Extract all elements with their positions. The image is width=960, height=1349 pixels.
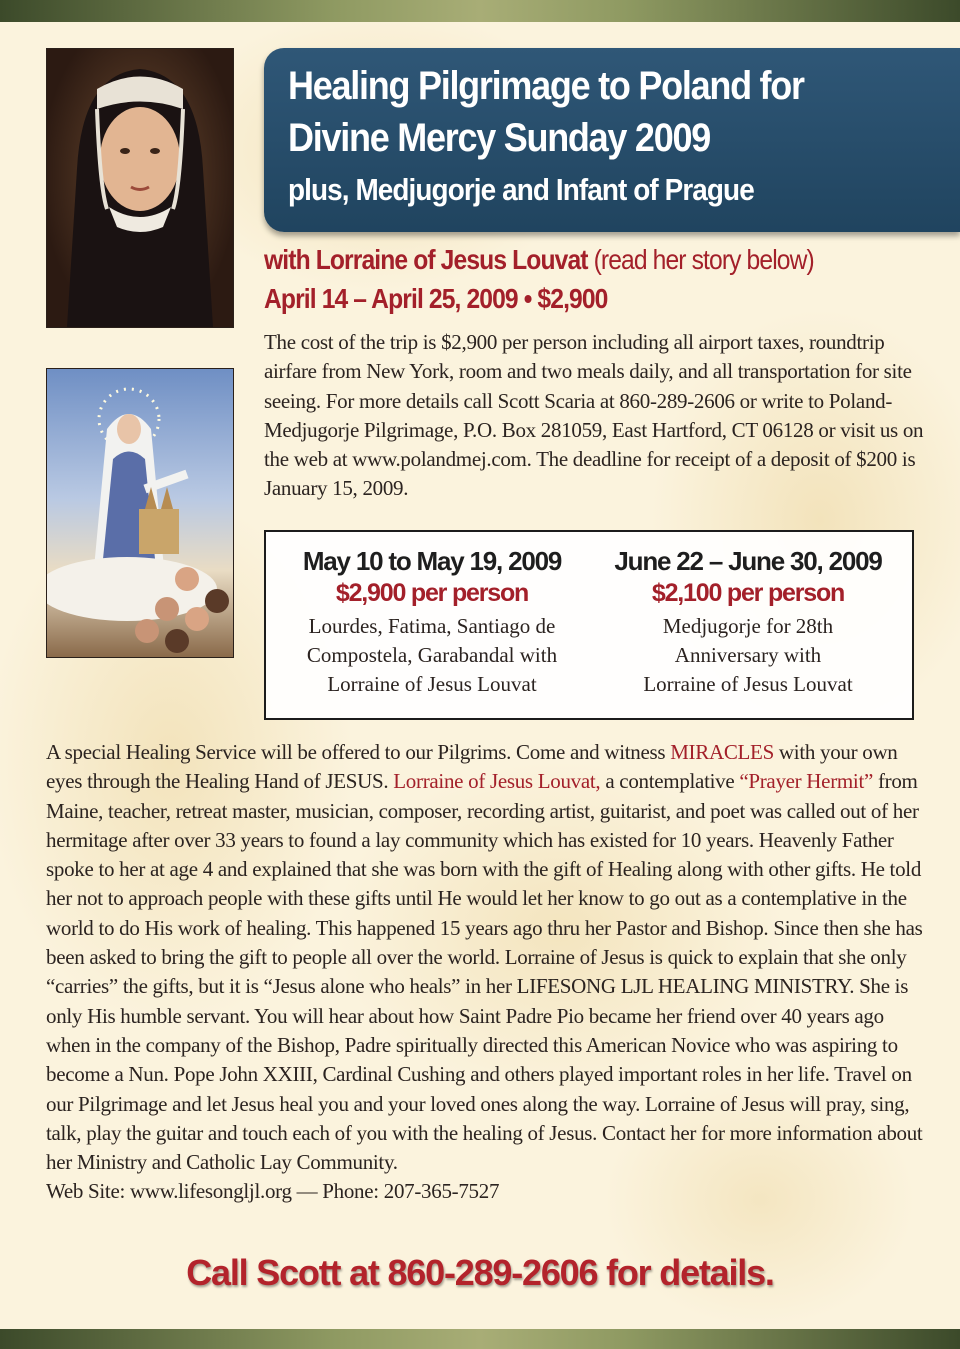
tour-description — [588, 612, 908, 699]
contact-line: Web Site: www.lifesongljl.org — Phone: 207-365-7527 — [46, 1179, 500, 1204]
story-paragraph — [46, 738, 926, 1177]
tour-desc-line: Medjugorje for 28th — [662, 614, 834, 638]
story-text: with your own eyes through the Healing Hand of JESUS. — [46, 740, 898, 794]
story-section — [46, 738, 926, 1207]
trip-dates-price: April 14 – April 25, 2009 • $2,900 — [264, 283, 608, 314]
title-line-1: Healing Pilgrimage to Poland for — [288, 64, 804, 108]
title-line-2: Divine Mercy Sunday 2009 — [288, 116, 710, 160]
title-banner — [264, 48, 960, 232]
tour-desc-line: Anniversary with — [674, 643, 822, 667]
story-text: from Maine, teacher, retreat master, musician, composer, recording artist, guitarist, and poet was called out of her hermitage after over 33 years to found a lay community which has existed for 10 years. Heavenly Father spoke to her at age 4 and explained that she was born with the gift of Healing along with other gifts. He told her not to approach people with these gifts until He would let her know to go out as a contemplative in the world to do His work of healing. This happened 15 years ago thru her Pastor and Bishop. Since then she has been asked to bring the gift to people all over the world. Lorraine of Jesus is quick to explain that she only “carries” the gifts, but it is “Jesus alone who heals” in her LIFESONG LJL HEALING MINISTRY. She is only His humble servant. You will hear about how Saint Padre Pio became her friend over 40 years ago when in the company of the Bishop, Padre spiritually directed this American Novice who was aspiring to become a Nun. Pope John XXIII, Cardinal Cushing and others played important roles in her life. Travel on our Pilgrimage and let Jesus heal you and your loved ones along the way. Lorraine of Jesus will pray, sing, talk, play the guitar and touch each of you with the healing of Jesus. Contact her for more information about her Ministry and Catholic Lay Community. — [46, 769, 923, 1175]
prayer-hermit-highlight: “Prayer Hermit” — [739, 769, 874, 794]
story-text: a contemplative — [600, 769, 740, 794]
host-note: (read her story below) — [587, 244, 814, 275]
tour-desc-line: Lorraine of Jesus Louvat — [643, 672, 853, 696]
top-decor-bar — [0, 0, 960, 22]
tour-price: $2,100 per person — [651, 579, 845, 607]
host-line — [264, 244, 814, 276]
title-subtitle: plus, Medjugorje and Infant of Prague — [288, 172, 754, 207]
tour-dates: June 22 – June 30, 2009 — [614, 546, 882, 576]
tour-dates: May 10 to May 19, 2009 — [302, 546, 562, 576]
additional-tours-box — [264, 530, 914, 720]
nun-portrait-image — [46, 48, 234, 328]
tour-card-june — [588, 546, 908, 699]
tour-desc-line: Lourdes, Fatima, Santiago de — [308, 614, 556, 638]
story-text: A special Healing Service will be offered to our Pilgrims. Come and witness — [46, 740, 671, 764]
host-name: with Lorraine of Jesus Louvat — [264, 244, 588, 275]
tour-description — [272, 612, 592, 699]
our-lady-painting-image — [46, 368, 234, 658]
tour-desc-line: Compostela, Garabandal with — [306, 643, 558, 667]
bottom-decor-bar — [0, 1329, 960, 1349]
miracles-highlight: MIRACLES — [670, 740, 774, 764]
cost-paragraph: The cost of the trip is $2,900 per person including all airport taxes, roundtrip airfare from New York, room and two meals daily, and all transportation for site seeing. For more details call Scott Scaria at 860-289-2606 or write to Poland-Medjugorje Pilgrimage, P.O. Box 281059, East Hartford, CT 06128 or visit us on the web at www.polandmej.com. The deadline for receipt of a deposit of $200 is January 15, 2009. — [264, 330, 924, 501]
tour-desc-line: Lorraine of Jesus Louvat — [327, 672, 537, 696]
host-name-highlight: Lorraine of Jesus Louvat, — [393, 769, 601, 794]
call-to-action: Call Scott at 860-289-2606 for details. — [186, 1252, 774, 1293]
tour-price: $2,900 per person — [335, 579, 529, 607]
tour-card-may — [272, 546, 592, 699]
